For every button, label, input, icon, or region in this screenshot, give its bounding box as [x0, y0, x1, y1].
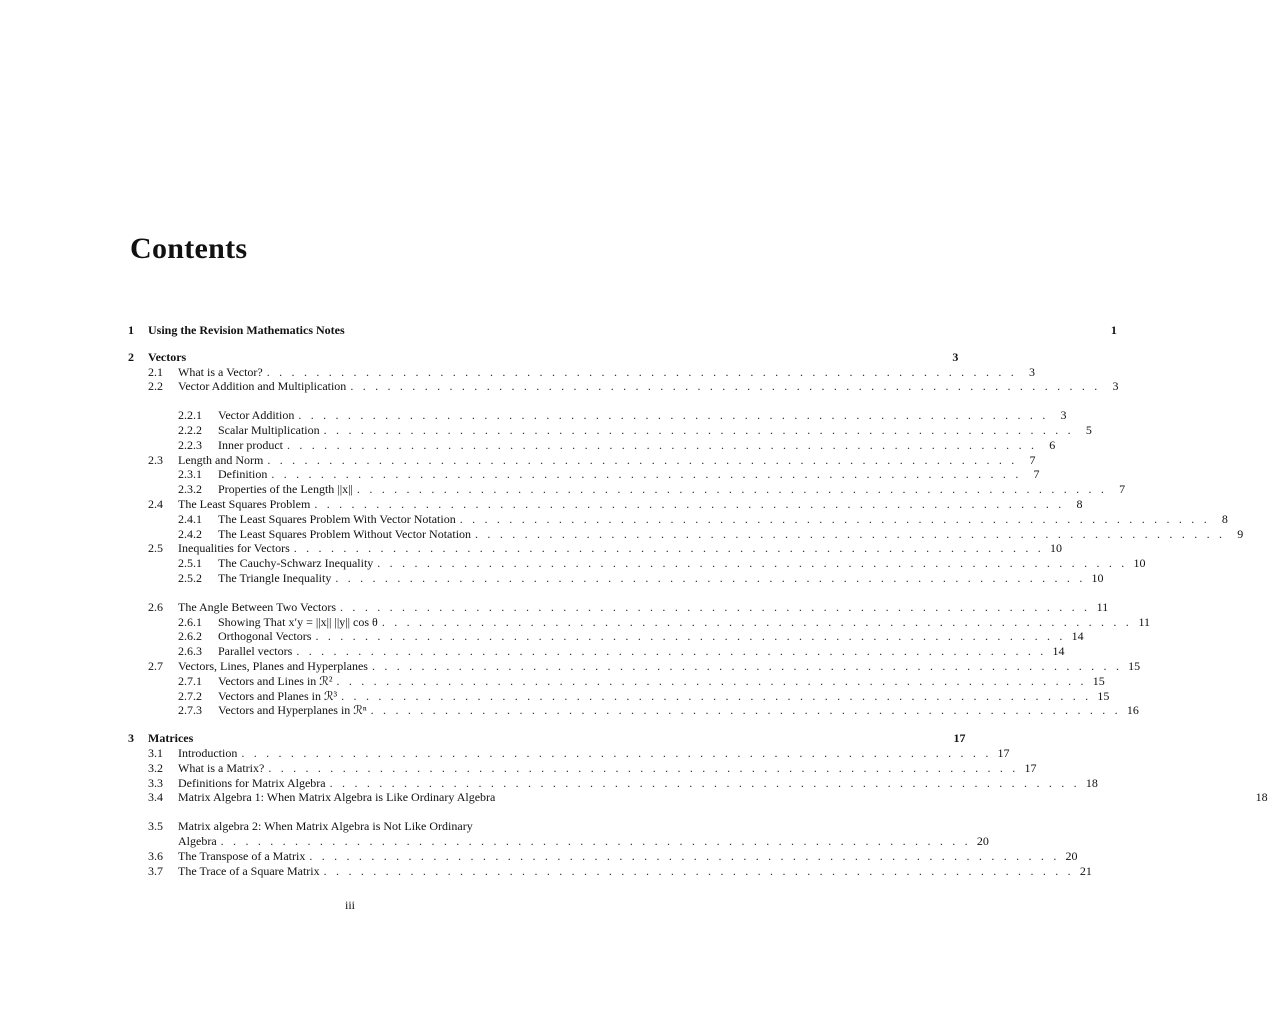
- toc-entry-page: 3: [1060, 408, 1067, 423]
- toc-entry-number: 2.5: [148, 541, 163, 556]
- toc-entry-page: 20: [1065, 848, 1078, 863]
- toc-entry-title: The Least Squares Problem With Vector Notation: [218, 511, 456, 526]
- toc-entry-page: 9: [1237, 526, 1244, 541]
- toc-entry[interactable]: [128, 629, 1084, 644]
- toc-entry-number: 2.4.1: [178, 511, 202, 526]
- page-title: Contents: [130, 232, 248, 265]
- toc-entry[interactable]: [128, 556, 1146, 571]
- toc-entry-page: 10: [1091, 570, 1104, 585]
- toc-entry-page: 10: [1133, 556, 1146, 571]
- toc-entry[interactable]: [128, 437, 1056, 453]
- toc-leader-dots: . . . . . . . . . . . . . . . . . . . . . . . . . . . . . . . . . . . . . . . . . . . . . . . . . . . . . . . . . . . . .: [286, 437, 1038, 452]
- toc-entry[interactable]: [128, 760, 1037, 776]
- toc-entry-title: What is a Vector?: [178, 364, 263, 379]
- toc-entry-title: Orthogonal Vectors: [218, 629, 312, 644]
- toc-leader-dots: . . . . . . . . . . . . . . . . . . . . . . . . . . . . . . . . . . . . . . . . . . . . . . . . . . . . . . . . . . . . .: [377, 556, 1128, 571]
- toc-entry-number: 3.6: [148, 848, 163, 863]
- toc-entry[interactable]: [128, 349, 959, 365]
- toc-entry-title: Matrix Algebra 1: When Matrix Algebra is Like Ordinary Algebra: [178, 790, 496, 805]
- toc-entry-title: Parallel vectors: [218, 644, 293, 659]
- toc-entry-title: Length and Norm: [178, 452, 264, 467]
- toc-entry-page: 17: [953, 731, 966, 746]
- toc-entry[interactable]: [128, 614, 1151, 630]
- toc-entry-number: 3.4: [148, 790, 163, 805]
- toc-entry[interactable]: [128, 833, 989, 849]
- toc-entry-page: 15: [1128, 658, 1141, 673]
- toc-entry-number: 3.7: [148, 863, 163, 878]
- toc-entry-number: 2.3: [148, 452, 163, 467]
- toc-leader-dots: . . . . . . . . . . . . . . . . . . . . . . . . . . . . . . . . . . . . . . . . . . . . . . . . . . . . . . . . . . . . .: [335, 570, 1086, 585]
- toc-entry-page: 11: [1138, 614, 1151, 629]
- toc-entry[interactable]: [128, 379, 1119, 394]
- toc-entry-title: The Cauchy-Schwarz Inequality: [218, 556, 374, 571]
- toc-entry-title: Introduction: [178, 745, 238, 760]
- toc-entry-page: 21: [1079, 863, 1092, 878]
- toc-entry-page: 7: [1033, 467, 1040, 482]
- toc-entry-number: 2.2: [148, 379, 163, 394]
- toc-entry-page: 3: [952, 349, 959, 364]
- toc-entry-page: 15: [1097, 688, 1110, 703]
- toc-entry-number: 2.5.1: [178, 556, 202, 571]
- toc-entry-page: 15: [1092, 673, 1105, 688]
- toc-entry[interactable]: [128, 688, 1110, 704]
- toc-entry-number: 3: [128, 731, 134, 746]
- toc-leader-dots: . . . . . . . . . . . . . . . . . . . . . . . . . . . . . . . . . . . . . . . . . . . . . . . . . . . . . . . . . . . . .: [315, 629, 1066, 644]
- toc-leader-dots: . . . . . . . . . . . . . . . . . . . . . . . . . . . . . . . . . . . . . . . . . . . . . . . . . . . . . . . . . . . . .: [341, 688, 1092, 703]
- toc-entry[interactable]: [128, 467, 1040, 482]
- toc-entry-title: Vectors: [148, 349, 187, 364]
- toc-entry[interactable]: [128, 731, 966, 746]
- toc-entry-number: 1: [128, 323, 134, 337]
- toc-entry-number: 2: [128, 349, 134, 364]
- toc-entry-number: 2.1: [148, 364, 163, 379]
- toc-entry[interactable]: [128, 408, 1067, 423]
- toc-entry-title: Using the Revision Mathematics Notes: [148, 323, 345, 337]
- toc-entry-title: The Transpose of a Matrix: [178, 848, 306, 863]
- toc-entry-title: Vectors, Lines, Planes and Hyperplanes: [178, 658, 368, 673]
- toc-entry-page: 16: [1126, 703, 1139, 718]
- toc-leader-dots: . . . . . . . . . . . . . . . . . . . . . . . . . . . . . . . . . . . . . . . . . . . . . . . . . . . . . . . . . . . . .: [350, 379, 1101, 394]
- toc-leader-dots: . . . . . . . . . . . . . . . . . . . . . . . . . . . . . . . . . . . . . . . . . . . . . . . . . . . . . . . . . . . . .: [336, 673, 1087, 688]
- toc-leader-dots: . . . . . . . . . . . . . . . . . . . . . . . . . . . . . . . . . . . . . . . . . . . . . . . . . . . . . . . . . . . . .: [266, 364, 1017, 379]
- toc-entry-title: Vector Addition and Multiplication: [178, 379, 347, 394]
- toc-entry-page: 10: [1049, 541, 1062, 556]
- toc-entry[interactable]: [128, 526, 1244, 542]
- toc-entry-page: 3: [1112, 379, 1119, 394]
- toc-entry-number: 3.1: [148, 745, 163, 760]
- toc-entry[interactable]: [128, 658, 1141, 674]
- toc-entry-title: Matrix algebra 2: When Matrix Algebra is Not Like Ordinary: [178, 819, 473, 834]
- toc-entry[interactable]: [128, 422, 1092, 438]
- toc-entry[interactable]: [128, 541, 1062, 556]
- toc-entry-title: Inequalities for Vectors: [178, 541, 290, 556]
- toc-entry-title: The Least Squares Problem Without Vector Notation: [218, 526, 472, 541]
- toc-entry-title: Matrices: [148, 731, 194, 746]
- toc-entry[interactable]: [128, 644, 1065, 659]
- toc-entry-title: Inner product: [218, 437, 283, 452]
- toc-entry-title: Scalar Multiplication: [218, 422, 320, 437]
- toc-entry-title: The Triangle Inequality: [218, 570, 332, 585]
- toc-leader-dots: . . . . . . . . . . . . . . . . . . . . . . . . . . . . . . . . . . . . . . . . . . . . . . . . . . . . . . . . . . . . .: [298, 408, 1049, 423]
- toc-entry-page: 3: [1028, 364, 1035, 379]
- toc-entry[interactable]: [128, 775, 1098, 791]
- page-number: iii: [344, 898, 355, 912]
- toc-leader-dots: . . . . . . . . . . . . . . . . . . . . . . . . . . . . . . . . . . . . . . . . . . . . . . . . . . . . . . . . . . . . .: [271, 467, 1022, 482]
- toc-entry[interactable]: [128, 848, 1078, 864]
- toc-entry-title: The Angle Between Two Vectors: [178, 599, 337, 614]
- toc-leader-dots: . . . . . . . . . . . . . . . . . . . . . . . . . . . . . . . . . . . . . . . . . . . . . . . . . . . . . . . . . . . . .: [314, 496, 1065, 511]
- toc-leader-dots: . . . . . . . . . . . . . . . . . . . . . . . . . . . . . . . . . . . . . . . . . . . . . . . . . . . . . . . . . . . . .: [340, 599, 1091, 614]
- toc-entry-page: 18: [1085, 775, 1098, 790]
- toc-entry-number: 3.5: [148, 819, 163, 834]
- toc-entry-page: 7: [1029, 452, 1036, 467]
- toc-entry-page: 8: [1076, 496, 1083, 511]
- toc-leader-dots: . . . . . . . . . . . . . . . . . . . . . . . . . . . . . . . . . . . . . . . . . . . . . . . . . . . . . . . . . . . . .: [381, 614, 1133, 629]
- toc-leader-dots: . . . . . . . . . . . . . . . . . . . . . . . . . . . . . . . . . . . . . . . . . . . . . . . . . . . . . . . . . . . . .: [356, 482, 1108, 497]
- toc-entry-title: What is a Matrix?: [178, 760, 265, 775]
- toc-entry-page: 17: [1024, 760, 1037, 775]
- table-of-contents: [128, 323, 1268, 878]
- toc-entry[interactable]: [128, 790, 1268, 805]
- toc-entry-title: Vectors and Planes in ℛ³: [218, 688, 338, 703]
- toc-entry-number: 2.4.2: [178, 526, 202, 541]
- toc-entry-page: 14: [1052, 644, 1065, 659]
- toc-entry-title: The Trace of a Square Matrix: [178, 863, 320, 878]
- toc-leader-dots: . . . . . . . . . . . . . . . . . . . . . . . . . . . . . . . . . . . . . . . . . . . . . . . . . . . . . . . . . . . . .: [323, 422, 1074, 437]
- toc-leader-dots: . . . . . . . . . . . . . . . . . . . . . . . . . . . . . . . . . . . . . . . . . . . . . . . . . . . . . . . . . . . . .: [371, 658, 1123, 673]
- toc-entry-page: 7: [1119, 482, 1126, 497]
- toc-leader-dots: . . . . . . . . . . . . . . . . . . . . . . . . . . . . . . . . . . . . . . . . . . . . . . . . . . . . . . . . . . . . .: [220, 833, 971, 848]
- toc-entry[interactable]: [128, 496, 1083, 512]
- toc-entry[interactable]: [128, 570, 1104, 586]
- toc-leader-dots: . . . . . . . . . . . . . . . . . . . . . . . . . . . . . . . . . . . . . . . . . . . . . . . . . . . . . . . . . . . . .: [459, 511, 1210, 526]
- toc-entry-number: 2.2.1: [178, 408, 202, 423]
- toc-entry-number: 3.2: [148, 760, 163, 775]
- toc-leader-dots: . . . . . . . . . . . . . . . . . . . . . . . . . . . . . . . . . . . . . . . . . . . . . . . . . . . . . . . . . . . . .: [267, 452, 1018, 467]
- toc-entry-page: 8: [1221, 511, 1228, 526]
- toc-entry-number: 2.7.1: [178, 673, 202, 688]
- toc-entry-number: 2.2.3: [178, 437, 202, 452]
- toc-leader-dots: . . . . . . . . . . . . . . . . . . . . . . . . . . . . . . . . . . . . . . . . . . . . . . . . . . . . . . . . . . . . .: [329, 775, 1080, 790]
- toc-leader-dots: . . . . . . . . . . . . . . . . . . . . . . . . . . . . . . . . . . . . . . . . . . . . . . . . . . . . . . . . . . . . .: [296, 644, 1047, 659]
- toc-entry-number: 2.6.2: [178, 629, 202, 644]
- toc-leader-dots: . . . . . . . . . . . . . . . . . . . . . . . . . . . . . . . . . . . . . . . . . . . . . . . . . . . . . . . . . . . . .: [475, 526, 1226, 541]
- toc-leader-dots: . . . . . . . . . . . . . . . . . . . . . . . . . . . . . . . . . . . . . . . . . . . . . . . . . . . . . . . . . . . . .: [268, 760, 1019, 775]
- toc-entry-page: 14: [1071, 629, 1084, 644]
- toc-entry-title: Definitions for Matrix Algebra: [178, 775, 326, 790]
- toc-entry-number: 2.7.3: [178, 703, 202, 718]
- toc-entry[interactable]: [128, 482, 1126, 497]
- toc-leader-dots: . . . . . . . . . . . . . . . . . . . . . . . . . . . . . . . . . . . . . . . . . . . . . . . . . . . . . . . . . . . . .: [323, 863, 1074, 878]
- toc-entry-title: Showing That x′y = ||x|| ||y|| cos θ: [218, 614, 378, 629]
- toc-entry-page: 1: [1110, 323, 1117, 337]
- toc-entry[interactable]: [128, 819, 573, 834]
- toc-entry-number: 2.2.2: [178, 422, 202, 437]
- toc-entry-title: Vector Addition: [218, 408, 295, 423]
- toc-entry-title: Properties of the Length ||x||: [218, 482, 353, 497]
- toc-leader-dots: . . . . . . . . . . . . . . . . . . . . . . . . . . . . . . . . . . . . . . . . . . . . . . . . . . . . . . . . . . . . .: [370, 703, 1121, 718]
- toc-leader-dots: . . . . . . . . . . . . . . . . . . . . . . . . . . . . . . . . . . . . . . . . . . . . . . . . . . . . . . . . . . . . .: [293, 541, 1044, 556]
- toc-entry-number: 2.4: [148, 496, 163, 511]
- toc-entry-title: The Least Squares Problem: [178, 496, 311, 511]
- toc-entry-number: 2.7.2: [178, 688, 202, 703]
- toc-entry-page: 17: [997, 745, 1010, 760]
- toc-entry-number: 2.5.2: [178, 570, 202, 585]
- toc-entry-number: 2.3.2: [178, 482, 202, 497]
- toc-entry-page: 20: [976, 833, 989, 848]
- toc-entry-number: 2.7: [148, 658, 163, 673]
- toc-entry[interactable]: [128, 364, 1035, 380]
- toc-leader-dots: . . . . . . . . . . . . . . . . . . . . . . . . . . . . . . . . . . . . . . . . . . . . . . . . . . . . . . . . . . . . .: [309, 848, 1060, 863]
- toc-entry-page: 18: [1255, 790, 1268, 805]
- toc-entry-page: 6: [1049, 437, 1056, 452]
- toc-entry-page: 11: [1096, 599, 1109, 614]
- toc-entry[interactable]: [128, 745, 1010, 761]
- toc-entry-title: Vectors and Lines in ℛ²: [218, 673, 333, 688]
- toc-entry-number: 2.3.1: [178, 467, 202, 482]
- toc-entry[interactable]: [128, 511, 1228, 527]
- toc-entry[interactable]: [128, 863, 1092, 879]
- toc-leader-dots: . . . . . . . . . . . . . . . . . . . . . . . . . . . . . . . . . . . . . . . . . . . . . . . . . . . . . . . . . . . . .: [241, 745, 992, 760]
- toc-entry-number: 2.6: [148, 599, 163, 614]
- toc-entry-title: Vectors and Hyperplanes in ℛⁿ: [218, 703, 367, 718]
- toc-entry[interactable]: [128, 452, 1036, 468]
- toc-entry[interactable]: [128, 703, 1139, 718]
- toc-entry-page: 5: [1085, 422, 1092, 437]
- toc-entry-title: Algebra: [178, 833, 217, 848]
- toc-entry-title: Definition: [218, 467, 268, 482]
- toc-entry[interactable]: [128, 323, 1117, 338]
- toc-entry-number: 2.6.1: [178, 614, 202, 629]
- toc-entry[interactable]: [128, 599, 1109, 615]
- toc-entry[interactable]: [128, 673, 1105, 689]
- toc-entry-number: 3.3: [148, 775, 163, 790]
- toc-entry-number: 2.6.3: [178, 644, 202, 659]
